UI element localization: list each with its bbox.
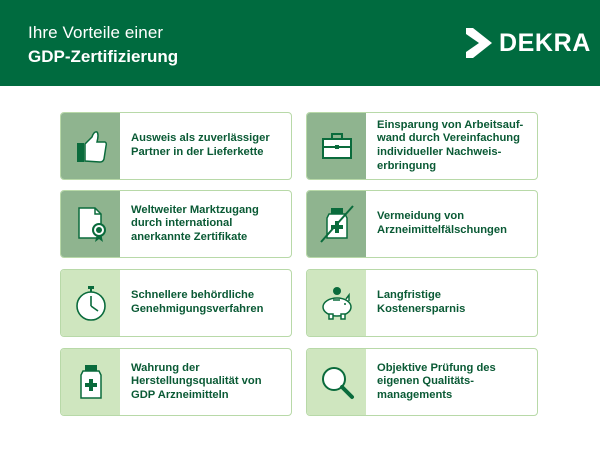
benefit-label: Vermeidung von Arzneimittelfälschungen bbox=[377, 210, 507, 236]
benefit-label: Einsparung von Arbeitsauf-wand durch Vereinfachung individueller Nachweis-erbringung bbox=[377, 118, 524, 172]
benefit-card-3 bbox=[60, 190, 292, 258]
page-title-line1: Ihre Vorteile einer bbox=[28, 23, 164, 42]
benefit-card-4 bbox=[306, 190, 538, 258]
briefcase-icon bbox=[307, 113, 366, 179]
benefit-label: Schnellere behördliche Genehmigungsverfahren bbox=[131, 289, 264, 315]
benefit-label: Ausweis als zuverlässiger Partner in der Lieferkette bbox=[131, 132, 270, 158]
benefit-card-6 bbox=[306, 269, 538, 337]
benefit-card-5 bbox=[60, 269, 292, 337]
benefit-label: Objektive Prüfung des eigenen Qualitäts-managements bbox=[377, 361, 496, 401]
certificate-icon bbox=[61, 191, 120, 257]
benefit-card-1 bbox=[60, 112, 292, 180]
header-banner bbox=[0, 0, 600, 86]
benefit-card-7 bbox=[60, 348, 292, 416]
page-title-line2: GDP-Zertifizierung bbox=[28, 47, 179, 66]
magnifier-icon bbox=[307, 349, 366, 415]
benefit-label: Wahrung der Herstellungsqualität von GDP Arzneimitteln bbox=[131, 361, 262, 401]
stopwatch-icon bbox=[61, 270, 120, 336]
benefit-card-8 bbox=[306, 348, 538, 416]
medicine-bottle-icon bbox=[61, 349, 120, 415]
logo-text: DEKRA bbox=[499, 28, 591, 57]
benefit-card-2 bbox=[306, 112, 538, 180]
benefit-label: Langfristige Kostenersparnis bbox=[377, 289, 466, 315]
thumbs-up-icon bbox=[61, 113, 120, 179]
dekra-logo-icon bbox=[466, 28, 492, 58]
benefit-label: Weltweiter Marktzugang durch international anerkannte Zertifikate bbox=[131, 203, 259, 243]
crossed-medicine-icon bbox=[307, 191, 366, 257]
dekra-logo bbox=[466, 27, 591, 59]
piggy-bank-icon bbox=[307, 270, 366, 336]
